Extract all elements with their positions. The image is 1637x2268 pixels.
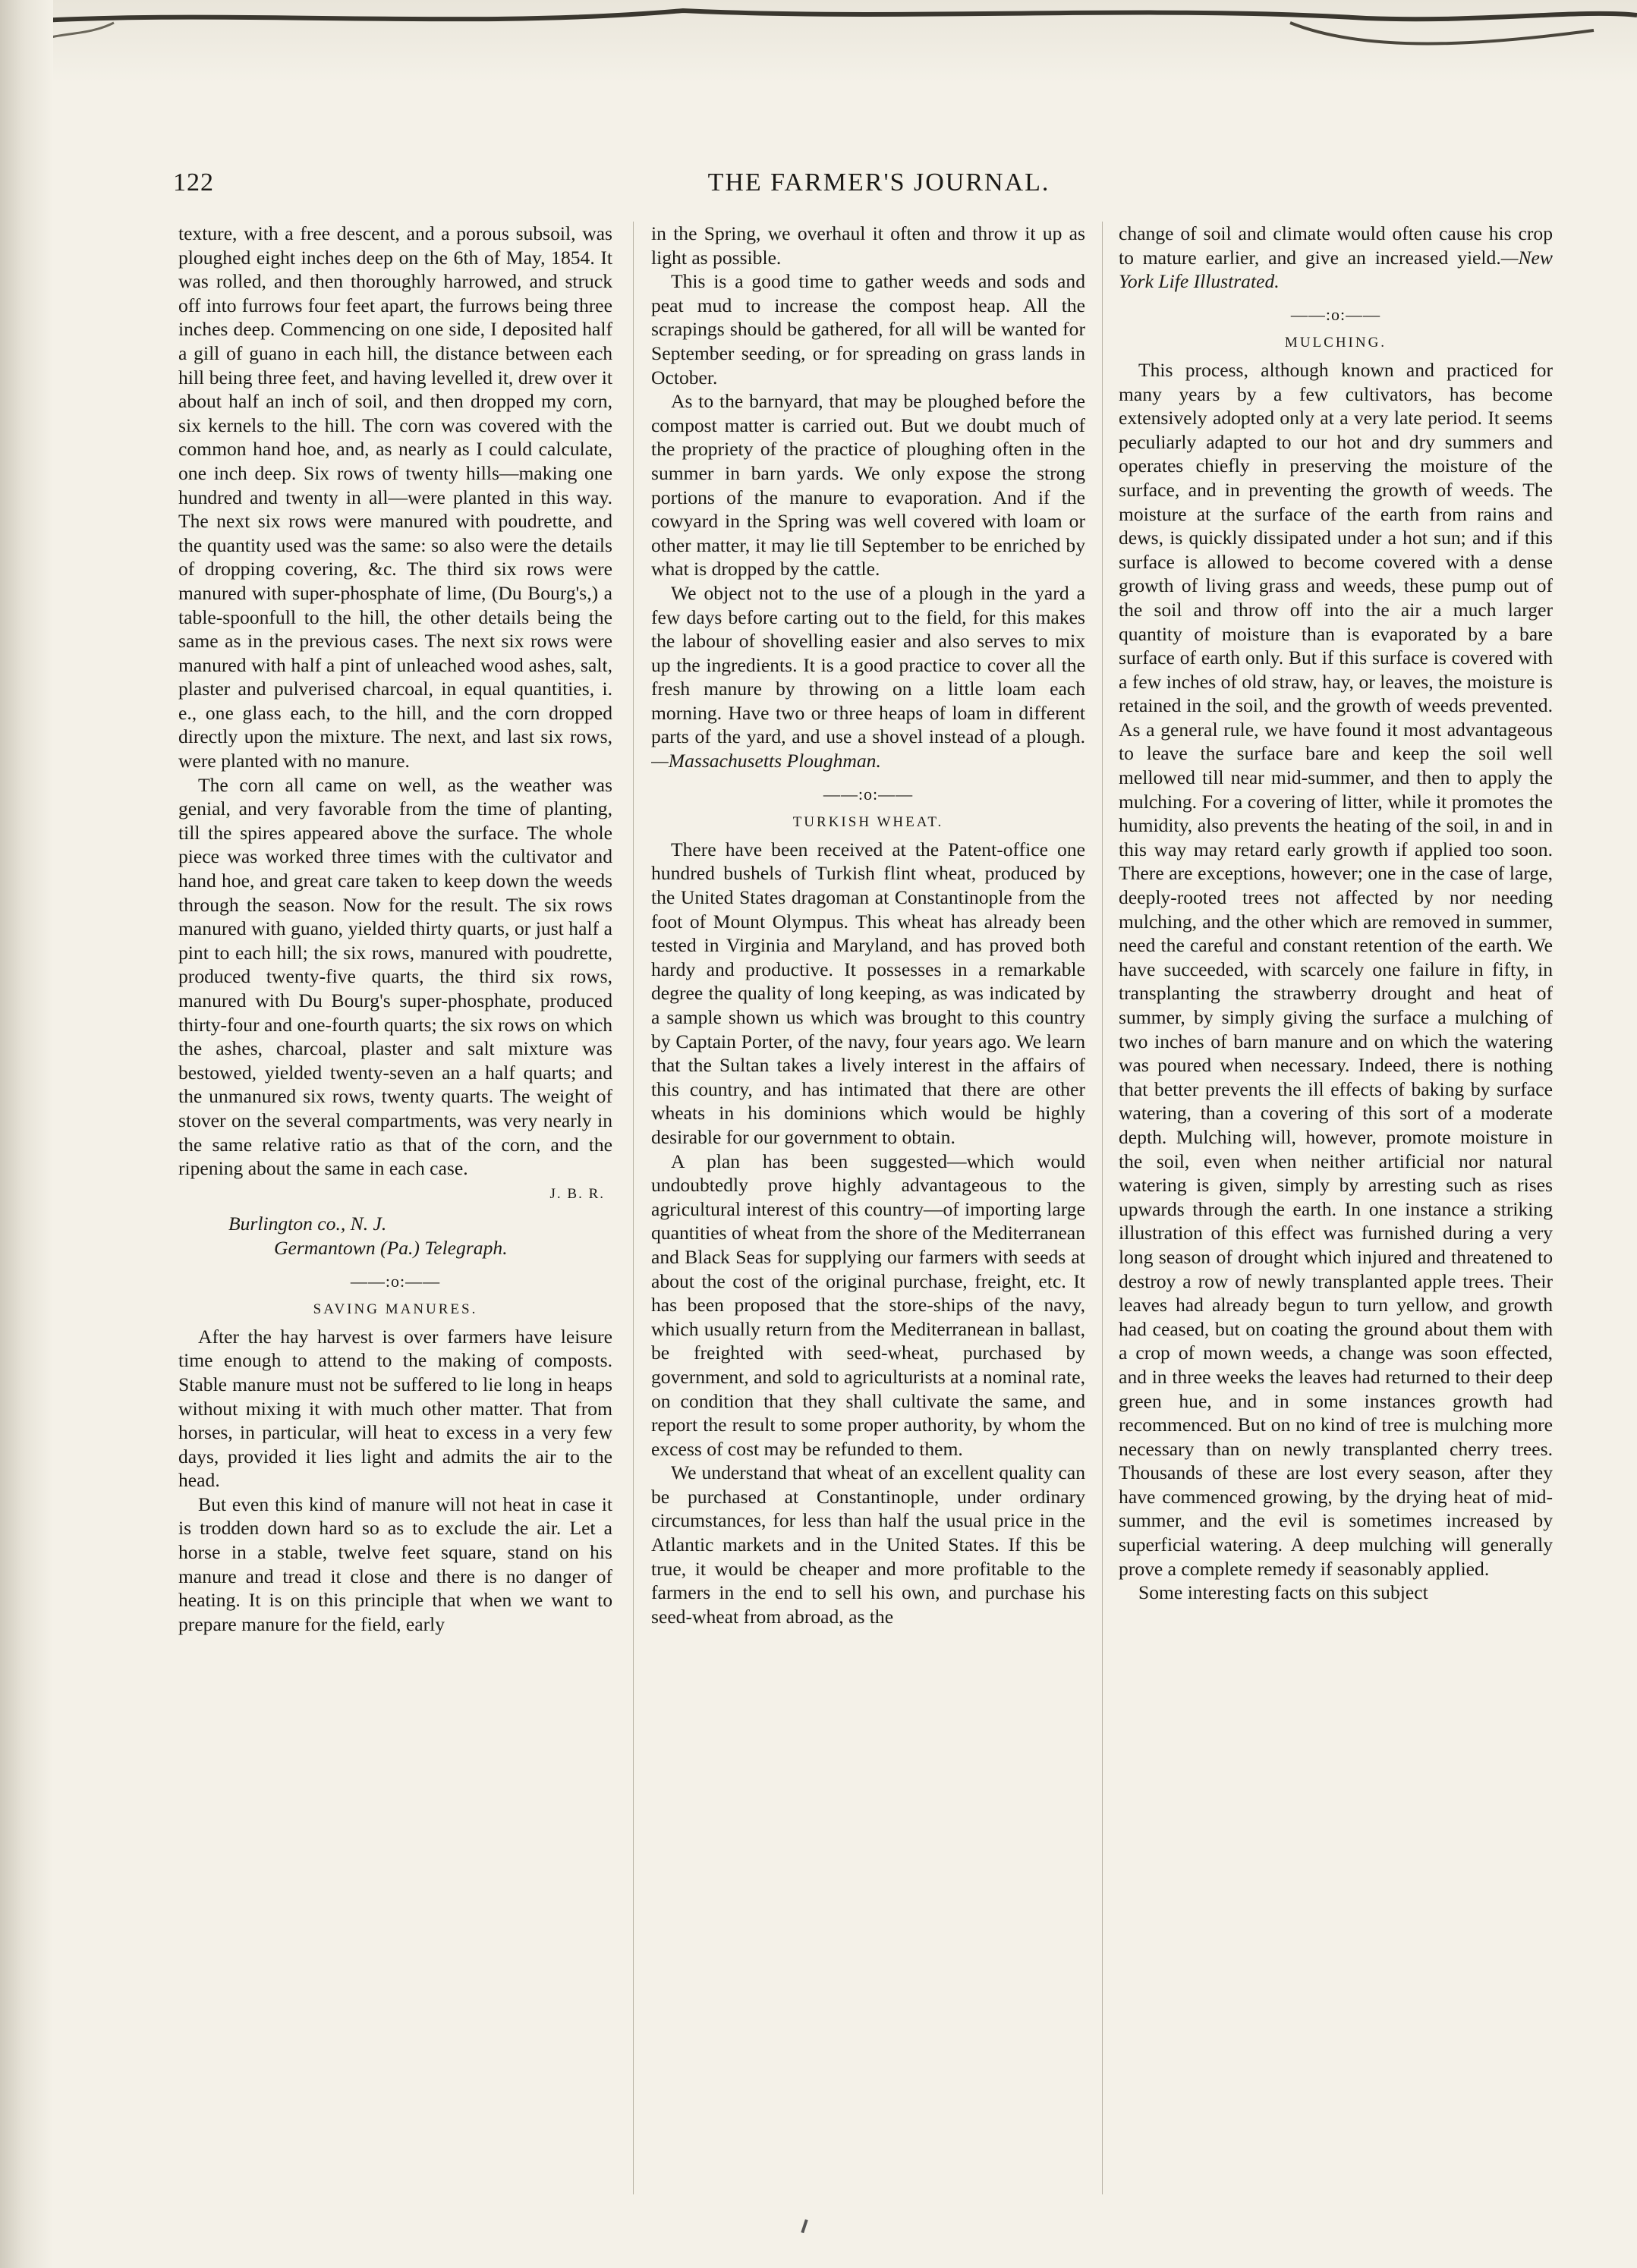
source-credit: —Massachusetts Ploughman. [651,750,881,772]
paragraph: But even this kind of manure will not heat in case it is trodden down hard so as to exclude the air. Let a horse in a stable, twelve feet square, stand on his manure and tread it close and there is no danger of heating. It is on this principle that when we want to prepare manure for the field, early [178,1493,612,1635]
paragraph: We understand that wheat of an excellent quality can be purchased at Constantinople, under ordinary circumstances, for less than half the usual price in the Atlantic markets and in the United States. If this be true, it would be cheaper and more profitable to the farmers in the end to sell his own, and purchase his seed-wheat from abroad, as the [651,1461,1085,1628]
page-header [173,168,1585,206]
scan-top-edge [0,0,1637,83]
source-credit: —New York Life Illustrated. [1119,246,1553,293]
page-number: 122 [173,168,214,197]
journal-title: THE FARMER'S JOURNAL. [707,168,1050,197]
paragraph: This process, although known and practiced for many years by a few cultivators, has become extensively adopted only at a very late period. It seems peculiarly adapted to our hot and dry summers and operates chiefly in preserving the moisture of the surface, and in preventing the growth of weeds. The moisture at the surface of the earth from rains and dews, is quickly dissipated under a hot sun; and if this surface is allowed to become covered with a dense growth of living grass and weeds, these pump out of the soil and throw off into the air a much larger quantity of moisture than is evaporated by a bare surface of earth only. But if this surface is covered with a few inches of old straw, hay, or leaves, the moisture is retained in the soil, and the growth of weeds prevented. As a general rule, we have found it most advantageous to leave the surface bare and keep the soil well mellowed till near mid-summer, and then to apply the mulching. For a covering of litter, while it promotes the humidity, also prevents the heating of the soil, in and in this way may retard early growth if applied too soon. There are exceptions, however; one in the case of large, deeply-rooted trees not affected by nor needing mulching, and the other which are removed in summer, need the careful and constant retention of the earth. We have succeeded, with scarcely one failure in fifty, in transplanting the strawberry drought and heat of summer, by simply giving the surface a mulching of two inches of barn manure and on which the watering was poured when necessary. Indeed, there is nothing that better prevents the ill effects of baking by surface watering, than a covering of this sort of a moderate depth. Mulching will, however, promote moisture in the soil, even when neither artificial nor natural watering is given, simply by arresting such as rises upwards through the earth. In one instance a striking illustration of this effect was furnished during a very long season of drought which injured and threatened to destroy a row of newly transplanted apple trees. Their leaves had already begun to turn yellow, and growth had ceased, but on coating the ground about them with a crop of mown weeds, a change was soon effected, and in three weeks the leaves had returned to their deep green hue, and in some instances growth had recommenced. But on no kind of tree is mulching more necessary than on newly transplanted cherry trees. Thousands of these are lost every season, after they have commenced growing, by the drying heat of mid-summer, and the evil is sometimes increased by superficial watering. A deep mulching will generally prove a complete remedy if seasonably applied. [1119,358,1553,1580]
paragraph: After the hay harvest is over farmers have leisure time enough to attend to the making of composts. Stable manure must not be suffered to lie long in heaps without mixing it with much other matter. That from horses, in particular, will heat to excess in a very few days, provided it lies light and admits the air to the head. [178,1325,612,1492]
paragraph: texture, with a free descent, and a porous subsoil, was ploughed eight inches deep on the 6th of May, 1854. It was rolled, and then thoroughly harrowed, and struck off into furrows four feet apart, the furrows being three inches deep. Commencing on one side, I deposited half a gill of guano in each hill, the distance between each hill being three feet, and having levelled it, drew over it about half an inch of soil, and then dropped my corn, six kernels to the hill. The corn was covered with the common hand hoe, and, as nearly as I could calculate, one inch deep. Six rows of twenty hills—making one hundred and twenty in all—were planted in this way. The next six rows were manured with poudrette, and the quantity used was the same: so also were the details of dropping covering, &c. The third six rows were manured with super-phosphate of lime, (Du Bourg's,) a table-spoonfull to the hill, the other details being the same as in the previous cases. The next six rows were manured with half a pint of unleached wood ashes, salt, plaster and pulverised charcoal, in equal quantities, i. e., one glass each, to the hill, and the corn dropped directly upon the mixture. The next, and last six rows, were planted with no manure. [178,222,612,772]
torn-edge-graphic [0,0,1637,83]
source-credit: Germantown (Pa.) Telegraph. [274,1236,508,1259]
paragraph: As to the barnyard, that may be ploughed before the compost matter is carried out. But we doubt much of the propriety of the practice of ploughing often in the summer in barn yards. We only expose the strong portions of the manure to evaporation. And if the cowyard in the Spring was well covered with loam or other matter, it may lie till September to be enriched by what is dropped by the cattle. [651,390,1085,580]
paragraph: There have been received at the Patent-office one hundred bushels of Turkish flint wheat, produced by the United States dragoman at Constantinople from the foot of Mount Olympus. This wheat has already been tested in Virginia and Maryland, and has proved both hardy and productive. It possesses in a remarkable degree the quality of long keeping, as was indicated by a sample shown us which was brought to this country by Captain Porter, of the navy, four years ago. We learn that the Sultan takes a lively interest in the affairs of this country, and has intimated that there are other wheats in his dominions which would be highly desirable for our government to obtain. [651,838,1085,1148]
paragraph: The corn all came on well, as the weather was genial, and very favorable from the time of planting, till the spires appeared above the surface. The whole piece was worked three times with the cultivator and hand hoe, and great care taken to keep down the weeds through the season. Now for the result. The six rows manured with guano, yielded thirty quarts, or just half a pint to each hill; the six rows, manured with poudrette, produced twenty-five quarts, the third six rows, manured with Du Bourg's super-phosphate, produced thirty-four and one-fourth quarts; the six rows on which the ashes, charcoal, plaster and salt mixture was bestowed, yielded twenty-seven an a half quarts; and the unmanured six rows, twenty quarts. The weight of stover on the several compartments, was very nearly in the same relative ratio as that of the corn, and the ripening about the same in each case. [178,773,612,1180]
section-separator: ——:o:—— [1290,304,1381,324]
column-1 [178,222,612,2225]
scan-left-edge [0,0,53,2268]
paragraph: in the Spring, we overhaul it often and throw it up as light as possible. [651,222,1085,269]
column-2 [651,222,1085,2225]
paragraph-text: change of soil and climate would often cause his crop to mature earlier, and give an increased yield. [1119,222,1553,269]
section-separator: ——:o:—— [350,1271,441,1291]
column-divider [1102,222,1103,2194]
paragraph-text: We object not to the use of a plough in the yard a few days before carting out to the field, for this makes the labour of shovelling easier and also serves to mix up the ingredients. It is a good practice to cover all the fresh manure by throwing on a little loam each morning. Have two or three heaps of loam in different parts of the yard, and use a shovel instead of a plough. [651,581,1085,748]
author-signature: J. B. R. [549,1185,605,1202]
column-divider [633,222,634,2194]
column-3 [1119,222,1553,2225]
section-separator: ——:o:—— [823,784,914,804]
paragraph: A plan has been suggested—which would undoubtedly prove highly advantageous to the agricultural interest of this country—of importing large quantities of wheat from the shore of the Mediterranean and Black Seas for supplying our farmers with seeds at about the cost of the original purchase, freight, etc. It has been proposed that the store-ships of the navy, which usually return from the Mediterranean in ballast, be freighted with seed-wheat, purchased by government, and sold to agriculturists at a nominal rate, on condition that they shall cultivate the same, and report the result to some proper authority, by whom the excess of cost may be refunded to them. [651,1150,1085,1460]
article-heading: MULCHING. [1284,335,1387,351]
article-heading: SAVING MANURES. [313,1301,478,1318]
paragraph [1119,222,1553,294]
article-heading: TURKISH WHEAT. [792,814,944,831]
paragraph [651,581,1085,773]
paragraph: This is a good time to gather weeds and sods and peat mud to increase the compost heap. All the scrapings should be gathered, for all will be wanted for September seeding, or for spreading on grass lands in October. [651,270,1085,388]
dateline: Burlington co., N. J. [228,1213,387,1235]
paragraph: Some interesting facts on this subject [1138,1581,1428,1604]
